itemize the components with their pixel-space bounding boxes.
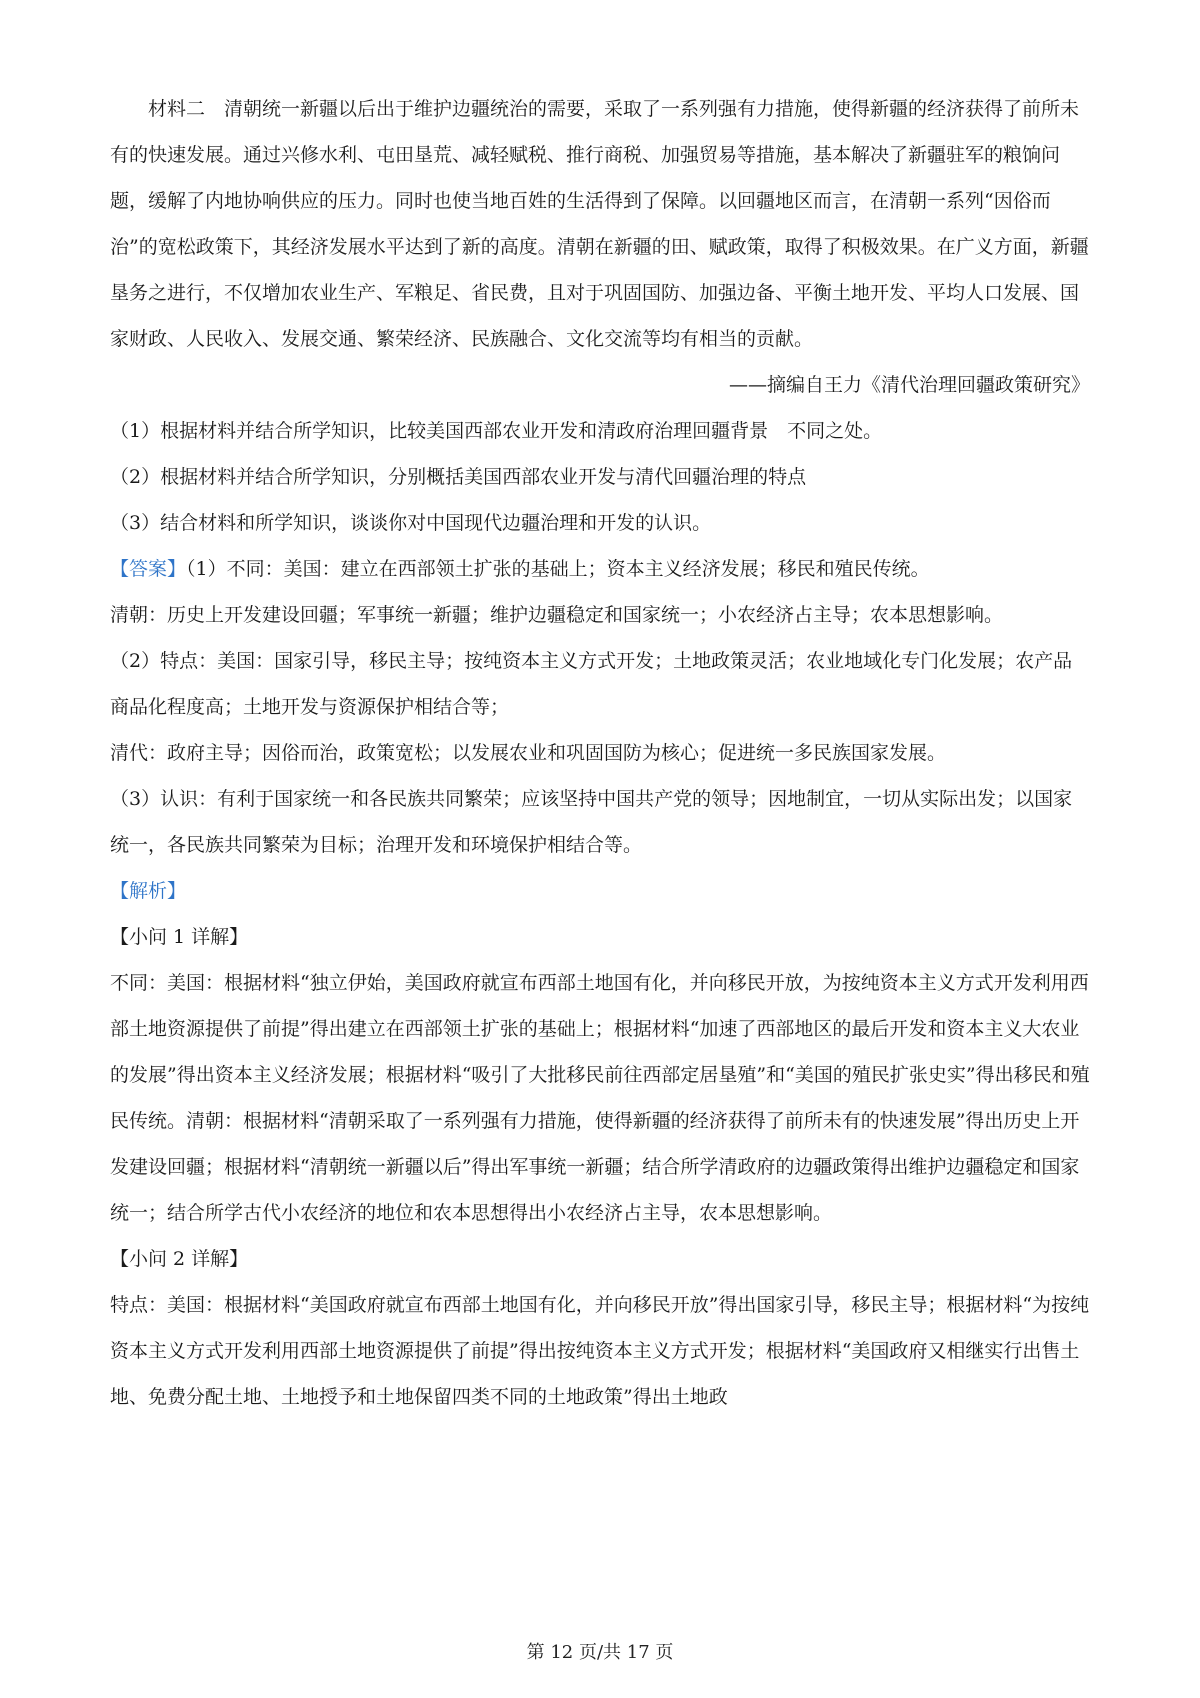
answer-text-1: （1）不同：美国：建立在西部领土扩张的基础上；资本主义经济发展；移民和殖民传统。 [186, 558, 930, 580]
question-1: （1）根据材料并结合所学知识，比较美国西部农业开发和清政府治理回疆背景 不同之处。 [110, 420, 883, 442]
page-number-footer: 第 12 页/共 17 页 [526, 1642, 674, 1663]
q2-detail-heading: 【小问 2 详解】 [110, 1248, 249, 1270]
source-citation: ——摘编自王力《清代治理回疆政策研究》 [728, 374, 1090, 396]
q1-detail-heading: 【小问 1 详解】 [110, 926, 249, 948]
answer-line-4: 清代：政府主导；因俗而治，政策宽松；以发展农业和巩固国防为核心；促进统一多民族国家发展。 [110, 742, 947, 764]
question-3: （3）结合材料和所学知识，谈谈你对中国现代边疆治理和开发的认识。 [110, 512, 712, 534]
page-content [110, 86, 1090, 1420]
q1-detail-text: 不同：美国：根据材料“独立伊始，美国政府就宣布西部土地国有化，并向移民开放，为按纯资本主义方式开发利用西部土地资源提供了前提”得出建立在西部领土扩张的基础上；根据材料“加速了西部地区的最后开发和资本主义大农业的发展”得出资本主义经济发展；根据材料“吸引了大批移民前往西部定居垦殖”和“美国的殖民扩张史实”得出移民和殖民传统。清朝：根据材料“清朝采取了一系列强有力措施，使得新疆的经济获得了前所未有的快速发展”得出历史上开发建设回疆；根据材料“清朝统一新疆以后”得出军事统一新疆；结合所学清政府的边疆政策得出维护边疆稳定和国家统一；结合所学古代小农经济的地位和农本思想得出小农经济占主导，农本思想影响。 [110, 972, 1090, 1224]
answer-line-2: 清朝：历史上开发建设回疆；军事统一新疆；维护边疆稳定和国家统一；小农经济占主导；农本思想影响。 [110, 604, 1004, 626]
question-2: （2）根据材料并结合所学知识，分别概括美国西部农业开发与清代回疆治理的特点 [110, 466, 807, 488]
q2-detail-text: 特点：美国：根据材料“美国政府就宣布西部土地国有化，并向移民开放”得出国家引导，移民主导；根据材料“为按纯资本主义方式开发利用西部土地资源提供了前提”得出按纯资本主义方式开发；根据材料“美国政府又相继实行出售土地、免费分配土地、土地授予和土地保留四类不同的土地政策”得出土地政 [110, 1294, 1090, 1408]
answer-line-5: （3）认识：有利于国家统一和各民族共同繁荣；应该坚持中国共产党的领导；因地制宜，一切从实际出发；以国家统一，各民族共同繁荣为目标；治理开发和环境保护相结合等。 [110, 788, 1073, 856]
material-two-paragraph: 材料二 清朝统一新疆以后出于维护边疆统治的需要，采取了一系列强有力措施，使得新疆的经济获得了前所未有的快速发展。通过兴修水利、屯田垦荒、减轻赋税、推行商税、加强贸易等措施，基本解决了新疆驻军的粮饷问题，缓解了内地协响供应的压力。同时也使当地百姓的生活得到了保障。以回疆地区而言，在清朝一系列“因俗而治”的宽松政策下，其经济发展水平达到了新的高度。清朝在新疆的田、赋政策，取得了积极效果。在广义方面，新疆垦务之进行，不仅增加农业生产、军粮足、省民费，且对于巩固国防、加强边备、平衡土地开发、平均人口发展、国家财政、人民收入、发展交通、繁荣经济、民族融合、文化交流等均有相当的贡献。 [110, 98, 1089, 350]
analysis-tag: 【解析】 [110, 880, 187, 902]
answer-line-1 [110, 546, 1090, 592]
answer-tag: 【答案】 [110, 558, 187, 580]
answer-line-3: （2）特点：美国：国家引导，移民主导；按纯资本主义方式开发；土地政策灵活；农业地域化专门化发展；农产品商品化程度高；土地开发与资源保护相结合等； [110, 650, 1073, 718]
